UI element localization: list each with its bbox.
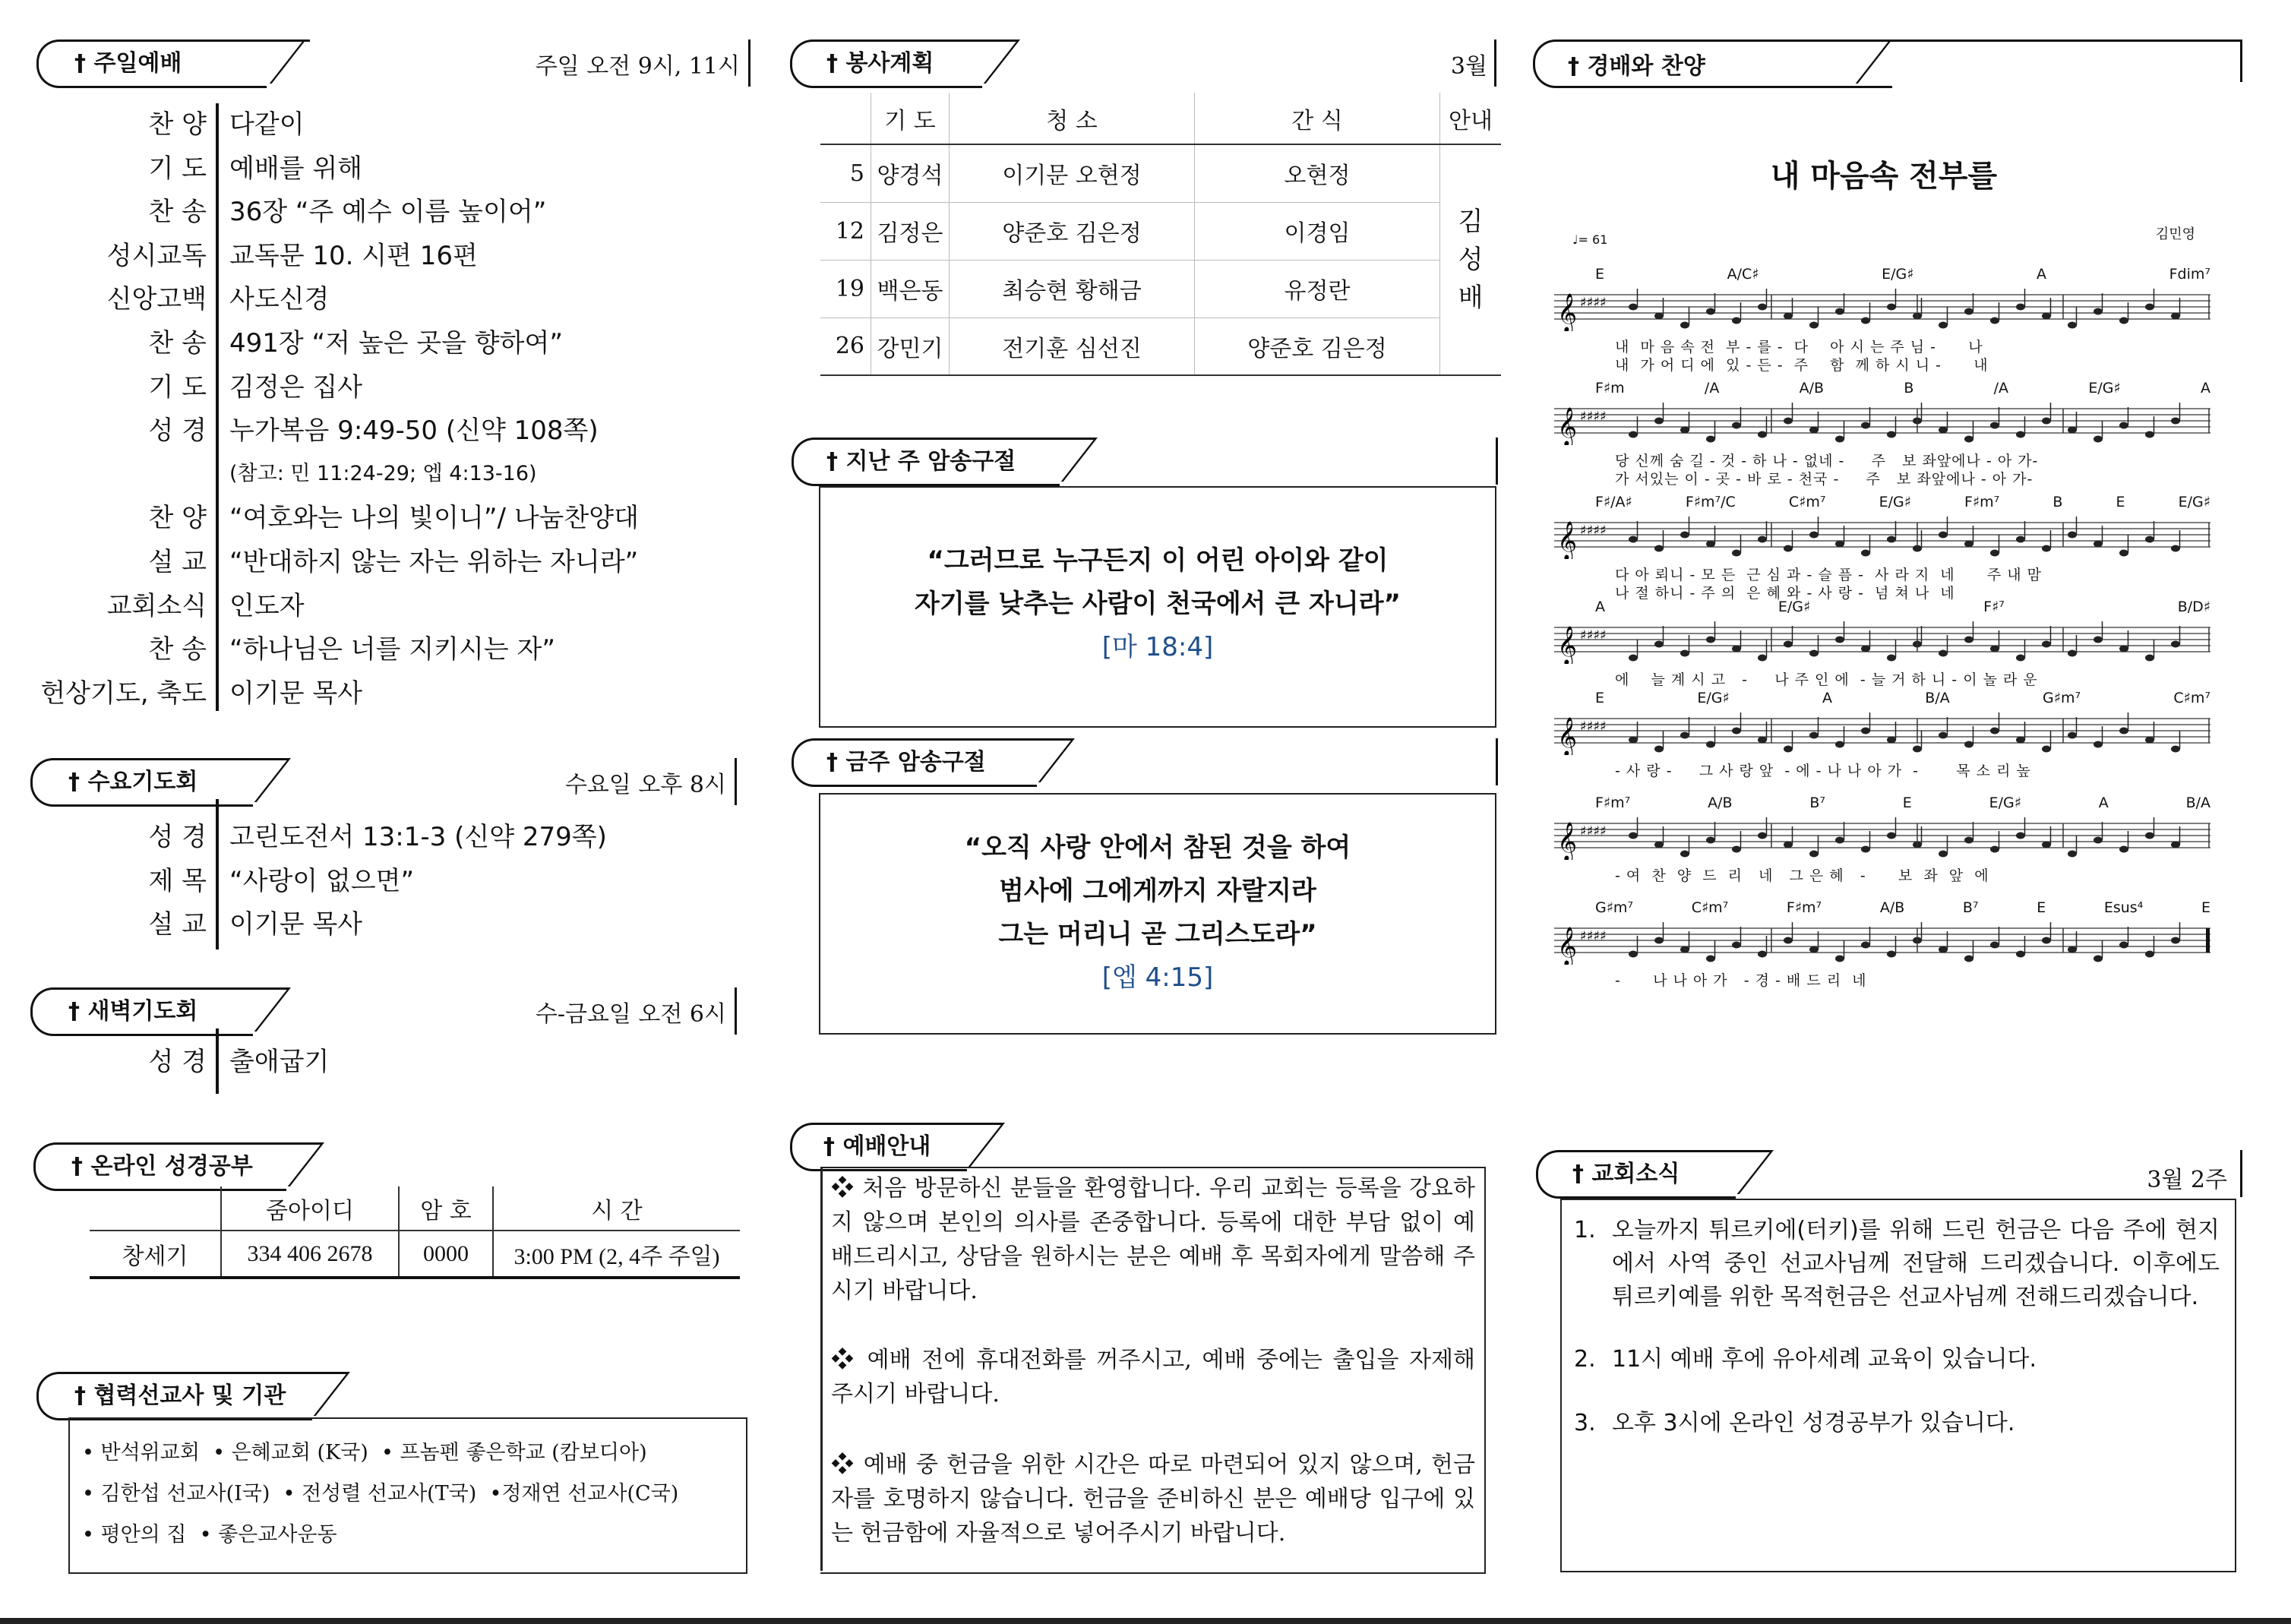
this-verse-box — [819, 793, 1496, 1035]
staff — [1550, 513, 2218, 559]
verse-line: 자기를 낮추는 사람이 천국에서 큰 자니라” — [915, 589, 1401, 619]
order-value: 36장 “주 예수 이름 높이어” — [229, 197, 547, 228]
order-label: 찬 양 — [148, 109, 207, 140]
chord-line: E A/C♯ E/G♯ A Fdim⁷ — [1595, 266, 2210, 283]
lyric-line: - 여 찬 양 드 리 네 그 은 혜 - 보 좌 앞 에 — [1615, 867, 1989, 884]
list-item: • 김한섭 선교사(I국) • 전성렬 선교사(T국) •정재연 선교사(C국) — [82, 1482, 679, 1506]
table-cell: 유정란 — [1195, 260, 1440, 318]
lyric-line: 내 가 어 디 에 있 - 든 - 주 함 께 하 시 니 - 내 — [1615, 357, 1989, 374]
table-cell: 334 406 2678 — [221, 1231, 399, 1278]
table-header: 청 소 — [950, 93, 1195, 144]
last-verse-header: † 지난 주 암송구절 — [792, 438, 1498, 482]
order-value: 출애굽기 — [229, 1047, 330, 1077]
chord-line: G♯m⁷ C♯m⁷ F♯m⁷ A/B B⁷ E Esus⁴ E — [1595, 899, 2210, 916]
verse-line: 그는 머리니 곧 그리스도라” — [998, 919, 1317, 949]
news-item-text: 오후 3시에 온라인 성경공부가 있습니다. — [1612, 1410, 2015, 1436]
list-item: • 반석위교회 • 은혜교회 (K국) • 프놈펜 좋은학교 (캄보디아) — [82, 1441, 647, 1464]
news-item-number: 2. — [1574, 1346, 1596, 1373]
lyric-line: 에 늘 계 시 고 - 나 주 인 에 - 늘 거 하 니 - 이 놀 라 운 — [1615, 671, 2038, 688]
sunday-title: † 주일예배 — [74, 50, 182, 77]
order-value: 이기문 목사 — [229, 678, 363, 709]
praise-header: † 경배와 찬양 — [1533, 39, 2242, 84]
svg-text:♯♯♯♯: ♯♯♯♯ — [1580, 823, 1607, 839]
order-value: 491장 “저 높은 곳을 향하여” — [229, 328, 563, 359]
order-value: 김정은 집사 — [229, 371, 363, 403]
news-week: 3월 2주 — [2147, 1167, 2227, 1193]
service-plan-header: † 봉사계획 3월 — [790, 39, 1496, 84]
order-value: “반대하지 않는 자는 위하는 자니라” — [229, 547, 639, 577]
svg-text:𝄞: 𝄞 — [1557, 293, 1578, 331]
order-label: 신앙고백 — [106, 284, 207, 315]
news-item — [1572, 1407, 2220, 1440]
staff — [1550, 286, 2218, 331]
lyric-line: - 나 나 아 가 - 경 - 배 드 리 네 — [1615, 972, 1867, 989]
table-cell: 창세기 — [122, 1243, 188, 1270]
order-label: 제 목 — [148, 865, 207, 896]
table-row — [820, 260, 1501, 318]
table-cell: 백은동 — [871, 260, 950, 318]
music-system — [1550, 795, 2218, 901]
order-label: 기 도 — [148, 153, 207, 184]
news-item-number: 3. — [1574, 1410, 1596, 1436]
table-cell: 양준호 김은정 — [1195, 318, 1440, 375]
staff — [1550, 814, 2218, 860]
order-label: 찬 송 — [148, 197, 207, 228]
table-header: 암 호 — [399, 1186, 493, 1231]
order-value: “하나님은 너를 지키시는 자” — [229, 634, 555, 665]
svg-text:𝄞: 𝄞 — [1557, 717, 1578, 755]
service-plan-table — [820, 93, 1501, 376]
svg-text:♯♯♯♯: ♯♯♯♯ — [1580, 409, 1607, 425]
staff — [1550, 919, 2218, 965]
music-system — [1550, 599, 2218, 705]
order-value: 교독문 10. 시편 16편 — [229, 240, 478, 271]
service-plan-month: 3월 — [1450, 53, 1487, 80]
order-label: 성 경 — [148, 822, 207, 852]
order-value: 이기문 목사 — [229, 909, 363, 940]
worship-guide-box — [820, 1167, 1486, 1574]
last-verse-box — [819, 486, 1496, 728]
sheet-music — [1550, 129, 2218, 1079]
svg-text:𝄞: 𝄞 — [1557, 927, 1578, 965]
verse-reference: [마 18:4] — [1101, 632, 1214, 662]
news-item — [1572, 1214, 2220, 1314]
wednesday-header: † 수요기도회 수요일 오후 8시 — [30, 758, 737, 802]
table-row — [90, 1231, 740, 1278]
svg-text:𝄞: 𝄞 — [1557, 407, 1578, 445]
table-cell: 26 — [820, 318, 871, 375]
wednesday-time: 수요일 오후 8시 — [564, 772, 726, 798]
wednesday-order-list — [0, 801, 744, 940]
order-label: 교회소식 — [106, 590, 207, 621]
sunday-order-list — [0, 102, 744, 709]
order-label: 성 경 — [148, 1047, 207, 1077]
sunday-time: 주일 오전 9시, 11시 — [535, 53, 740, 80]
order-value: 다같이 — [229, 109, 305, 140]
list-item: • 평안의 집 • 좋은교사운동 — [82, 1523, 337, 1547]
chord-line: E E/G♯ A B/A G♯m⁷ C♯m⁷ — [1595, 690, 2210, 706]
order-value: 인도자 — [229, 590, 305, 621]
table-cell: 12 — [820, 202, 871, 260]
news-header: † 교회소식 3월 2주 — [1536, 1150, 2242, 1194]
chord-line: F♯m /A A/B B /A E/G♯ A — [1595, 380, 2210, 397]
guide-cell: 김 성 배 — [1458, 207, 1484, 313]
svg-text:𝄞: 𝄞 — [1557, 626, 1578, 664]
table-header: 간 식 — [1195, 93, 1440, 144]
svg-text:♯♯♯♯: ♯♯♯♯ — [1580, 719, 1607, 735]
music-system — [1550, 494, 2218, 600]
order-label: 찬 송 — [148, 328, 207, 359]
svg-text:𝄞: 𝄞 — [1557, 822, 1578, 860]
svg-text:♯♯♯♯: ♯♯♯♯ — [1580, 928, 1607, 944]
worship-guide-header: † 예배안내 — [790, 1123, 1048, 1167]
lyric-line: 가 서있는 이 - 곳 - 바 로 - 천국 - 주 보 좌앞에나 - 아 가- — [1615, 471, 2033, 488]
order-value: 사도신경 — [229, 284, 330, 315]
news-box — [1560, 1199, 2236, 1572]
missionaries-header: † 협력선교사 및 기관 — [36, 1372, 416, 1416]
music-system — [1550, 899, 2218, 1006]
svg-text:♯♯♯♯: ♯♯♯♯ — [1580, 523, 1607, 539]
table-cell: 0000 — [399, 1231, 493, 1278]
table-cell: 김정은 — [871, 202, 950, 260]
verse-reference: [엡 4:15] — [1101, 962, 1214, 993]
news-item-number: 1. — [1574, 1217, 1596, 1243]
song-title: 내 마음속 전부를 — [1770, 159, 1998, 194]
table-cell: 5 — [820, 144, 871, 202]
chord-line: A E/G♯ F♯⁷ B/D♯ — [1595, 599, 2210, 615]
verse-line: “그러므로 누구든지 이 어린 아이와 같이 — [927, 545, 1389, 576]
verse-line: 범사에 그에게까지 자랄지라 — [999, 876, 1316, 906]
news-item — [1572, 1343, 2220, 1376]
online-study-table — [90, 1186, 740, 1279]
order-value: “여호와는 나의 빛이니”/ 나눔찬양대 — [229, 503, 639, 534]
verse-line: “오직 사랑 안에서 참된 것을 하여 — [964, 833, 1351, 863]
staff — [1550, 709, 2218, 755]
song-composer: 김민영 — [2155, 226, 2195, 242]
order-label: 기 도 — [148, 371, 207, 403]
order-label: 헌상기도, 축도 — [40, 678, 207, 709]
order-value: “사랑이 없으면” — [229, 865, 415, 896]
table-cell: 19 — [820, 260, 871, 318]
order-value: 누가복음 9:49-50 (신약 108쪽) — [229, 415, 599, 447]
guide-paragraph: ❖ 예배 전에 휴대전화를 꺼주시고, 예배 중에는 출입을 자제해 주시기 바랍니다. — [831, 1347, 1475, 1408]
table-cell: 이경임 — [1195, 202, 1440, 260]
sunday-header — [36, 39, 750, 84]
order-label: 성시교독 — [106, 240, 207, 271]
dawn-order-list — [0, 1041, 744, 1086]
music-system — [1550, 380, 2218, 486]
this-verse-header: † 금주 암송구절 — [792, 738, 1498, 782]
table-cell: 양경석 — [871, 144, 950, 202]
table-cell: 3:00 PM (2, 4주 주일) — [514, 1243, 720, 1269]
guide-paragraph: ❖ 처음 방문하신 분들을 환영합니다. 우리 교회는 등록을 강요하지 않으며 본인의 의사를 존중합니다. 등록에 대한 부담 없이 예배드리시고, 상담을 원하시는 분은 예배 후 목회자에게 말씀해 주시기 바랍니다. — [831, 1175, 1475, 1304]
chord-line: F♯m⁷ A/B B⁷ E E/G♯ A B/A — [1595, 795, 2210, 811]
order-label: 설 교 — [148, 909, 207, 940]
table-row — [820, 202, 1501, 260]
song-tempo: ♩= 61 — [1572, 232, 1608, 247]
guide-paragraph: ❖ 예배 중 헌금을 위한 시간은 따로 마련되어 있지 않으며, 헌금자를 호명하지 않습니다. 헌금을 준비하신 분은 예배당 입구에 있는 헌금함에 자율적으로 넣어주시기 바랍니다. — [831, 1452, 1475, 1547]
table-header: 시 간 — [591, 1197, 643, 1224]
staff — [1550, 618, 2218, 664]
table-header: 안내 — [1449, 107, 1493, 134]
table-row — [820, 144, 1501, 202]
table-cell: 전기훈 심선진 — [950, 318, 1195, 375]
order-label: 설 교 — [148, 547, 207, 577]
chord-line: F♯/A♯ F♯m⁷/C C♯m⁷ E/G♯ F♯m⁷ B E E/G♯ — [1595, 494, 2210, 510]
online-header: † 온라인 성경공부 — [33, 1142, 740, 1186]
lyric-line: 다 아 뢰니 - 모 든 근 심 과 - 슬 픔 - 사 라 지 네 주 내 맘 — [1615, 567, 2043, 583]
staff — [1550, 400, 2218, 445]
music-system — [1550, 266, 2218, 372]
lyric-line: 당 신께 숨 길 - 것 - 하 나 - 없네 - 주 보 좌앞에나 - 아 가- — [1615, 453, 2039, 469]
table-cell: 강민기 — [871, 318, 950, 375]
order-label: 찬 송 — [148, 634, 207, 665]
table-cell: 이기문 오현정 — [950, 144, 1195, 202]
svg-text:♯♯♯♯: ♯♯♯♯ — [1580, 295, 1607, 311]
table-row — [820, 318, 1501, 375]
order-label: 찬 양 — [148, 503, 207, 534]
table-cell: 오현정 — [1195, 144, 1440, 202]
order-label: 성 경 — [148, 415, 207, 447]
table-header: 줌아이디 — [221, 1186, 399, 1231]
order-value: 고린도전서 13:1-3 (신약 279쪽) — [229, 822, 607, 852]
news-item-text: 11시 예배 후에 유아세례 교육이 있습니다. — [1612, 1346, 2037, 1373]
table-cell: 양준호 김은정 — [950, 202, 1195, 260]
table-header: 기 도 — [871, 93, 950, 144]
dawn-header: † 새벽기도회 수-금요일 오전 6시 — [30, 987, 737, 1032]
dawn-time: 수-금요일 오전 6시 — [535, 1001, 726, 1028]
music-system — [1550, 690, 2218, 796]
news-item-text: 오늘까지 튀르키에(터키)를 위해 드린 헌금은 다음 주에 현지에서 사역 중인 선교사님께 전달해 드리겠습니다. 이후에도 튀르키예를 위한 목적헌금은 선교사님께 전해드리겠습니다. — [1612, 1217, 2220, 1310]
lyric-line: 내 마 음 속 전 부 - 를 - 다 아 시 는 주 님 - 나 — [1615, 339, 1983, 355]
table-cell: 최승현 황해금 — [950, 260, 1195, 318]
svg-text:♯♯♯♯: ♯♯♯♯ — [1580, 627, 1607, 643]
missionaries-box — [68, 1417, 747, 1574]
order-value: 예배를 위해 — [229, 153, 363, 184]
lyric-line: - 사 랑 - 그 사 랑 앞 - 에 - 나 나 아 가 - 목 소 리 높 — [1615, 763, 2031, 779]
lyric-line: 나 절 하니 - 주 의 은 혜 와 - 사 랑 - 넘 쳐 나 네 — [1615, 585, 1955, 602]
svg-text:𝄞: 𝄞 — [1557, 521, 1578, 559]
order-value: (참고: 민 11:24-29; 엡 4:13-16) — [229, 461, 537, 485]
